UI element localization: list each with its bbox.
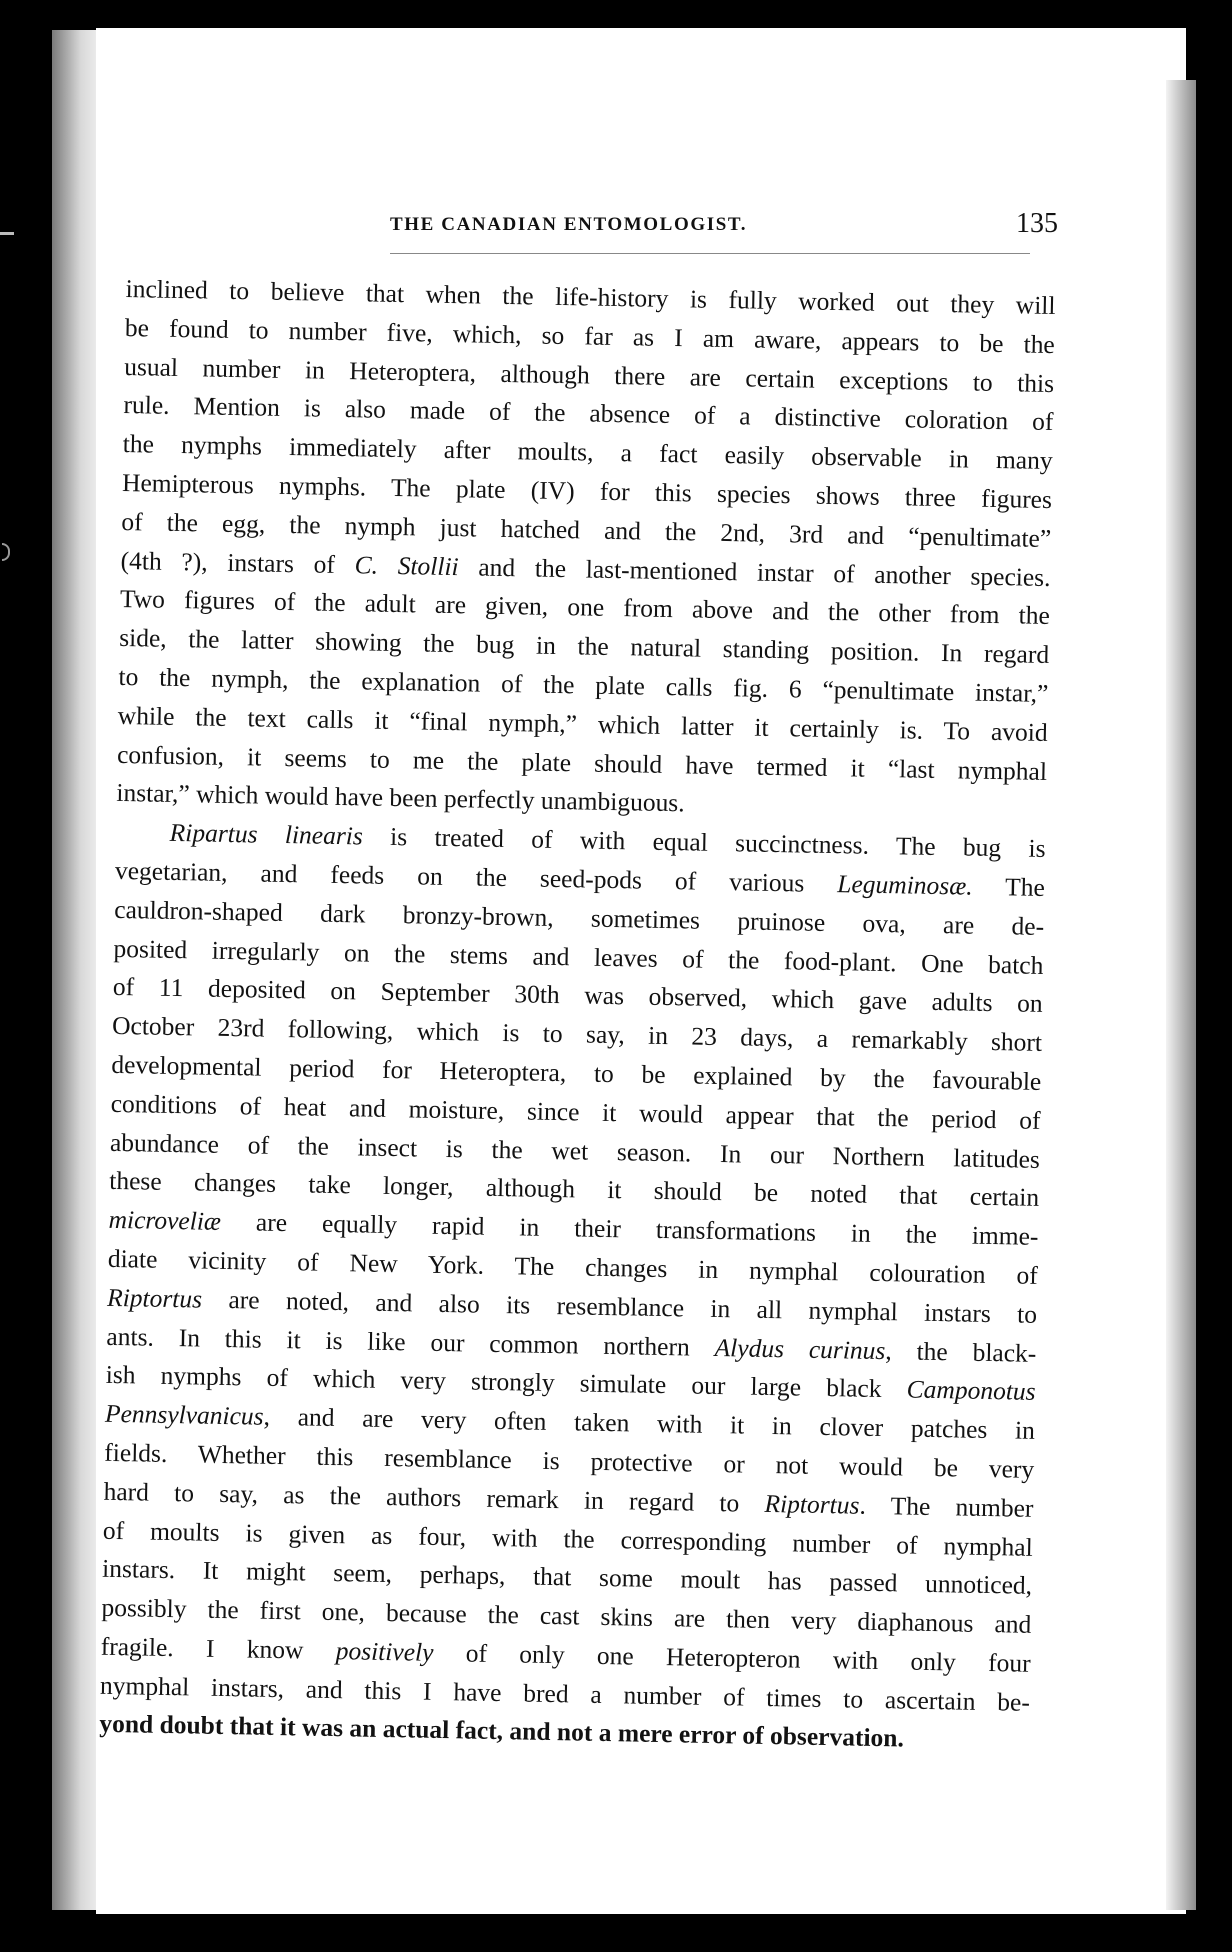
text-line: side, the latter showing the bug in the natural standing position. In regard <box>118 623 1050 670</box>
text-line: vegetarian, and feeds on the seed-pods of various Leguminosæ. The <box>114 855 1046 902</box>
text-line: diate vicinity of New York. The changes in nymphal colouration of <box>107 1243 1038 1290</box>
text-line: fragile. I know positively of only one Heteropteron with only four <box>100 1631 1031 1678</box>
text-line: abundance of the insect is the wet season. In our Northern latitudes <box>109 1127 1041 1174</box>
page-gutter-shadow <box>1166 80 1196 1910</box>
text-line: yond doubt that it was an actual fact, and not a mere error of observation. <box>99 1709 905 1753</box>
header-rule <box>390 253 1030 254</box>
scan-border-right <box>1196 0 1232 1952</box>
page-number: 135 <box>1016 208 1058 239</box>
text-line: of moults is given as four, with the corresponding number of nymphal <box>102 1515 1034 1562</box>
facing-page-edge <box>52 30 100 1910</box>
text-line: instars. It might seem, perhaps, that some moult has passed unnoticed, <box>101 1554 1033 1601</box>
text-line: posited irregularly on the stems and leaves of the food-plant. One batch <box>113 933 1044 980</box>
text-line: be found to number five, which, so far as I am aware, appears to be the <box>124 312 1056 359</box>
text-line: the nymphs immediately after moults, a fact easily observable in many <box>122 429 1053 476</box>
text-line: these changes take longer, although it should be noted that certain <box>109 1166 1040 1213</box>
text-line: Ripartus linearis is treated of with equal succinctness. The bug is <box>169 818 1046 864</box>
text-line: confusion, it seems to me the plate should have termed it “last nymphal <box>116 739 1048 786</box>
text-line: of the egg, the nymph just hatched and the 2nd, 3rd and “penultimate” <box>121 506 1052 553</box>
scan-edge-mark <box>0 232 14 235</box>
text-line: ish nymphs of which very strongly simulate our large black Camponotus <box>105 1360 1036 1407</box>
text-line: hard to say, as the authors remark in regard to Riptortus. The number <box>103 1476 1034 1523</box>
text-line: possibly the first one, because the cast skins are then very diaphanous and <box>101 1592 1032 1639</box>
text-line: while the text calls it “final nymph,” which latter it certainly is. To avoid <box>117 700 1048 747</box>
text-line: (4th ?), instars of C. Stollii and the last-mentioned instar of another species. <box>120 545 1051 592</box>
text-line: ants. In this it is like our common northern Alydus curinus, the black- <box>106 1321 1037 1368</box>
text-line: conditions of heat and moisture, since it would appear that the period of <box>110 1088 1041 1135</box>
text-line: rule. Mention is also made of the absence of a distinctive coloration of <box>123 390 1054 437</box>
text-line: October 23rd following, which is to say, in 23 days, a remarkably short <box>111 1011 1043 1058</box>
text-line: usual number in Heteroptera, although there are certain exceptions to this <box>123 351 1055 398</box>
text-line: Two figures of the adult are given, one from above and the other from the <box>119 584 1051 631</box>
page-header <box>390 208 1060 248</box>
text-line: microveliæ are equally rapid in their transformations in the imme- <box>108 1204 1039 1252</box>
text-line: inclined to believe that when the life-history is fully worked out they will <box>125 273 1056 321</box>
text-line: Hemipterous nymphs. The plate (IV) for this species shows three figures <box>121 467 1053 514</box>
running-head: THE CANADIAN ENTOMOLOGIST. <box>390 214 748 235</box>
text-line: nymphal instars, and this I have bred a number of times to ascertain be- <box>99 1670 1031 1717</box>
text-line: to the nymph, the explanation of the plate calls fig. 6 “penultimate instar,” <box>118 661 1049 708</box>
text-line: developmental period for Heteroptera, to be explained by the favourable <box>111 1049 1042 1096</box>
text-line: fields. Whether this resemblance is protective or not would be very <box>104 1437 1035 1484</box>
body-text <box>99 270 1056 1761</box>
text-line: Pennsylvanicus, and are very often taken with it in clover patches in <box>104 1398 1036 1445</box>
text-line: of 11 deposited on September 30th was observed, which gave adults on <box>112 972 1043 1019</box>
text-line: Riptortus are noted, and also its resemblance in all nymphal instars to <box>106 1282 1038 1329</box>
text-line: cauldron-shaped dark bronzy-brown, sometimes pruinose ova, are de- <box>114 894 1045 941</box>
text-line: instar,” which would have been perfectly unambiguous. <box>116 778 685 818</box>
